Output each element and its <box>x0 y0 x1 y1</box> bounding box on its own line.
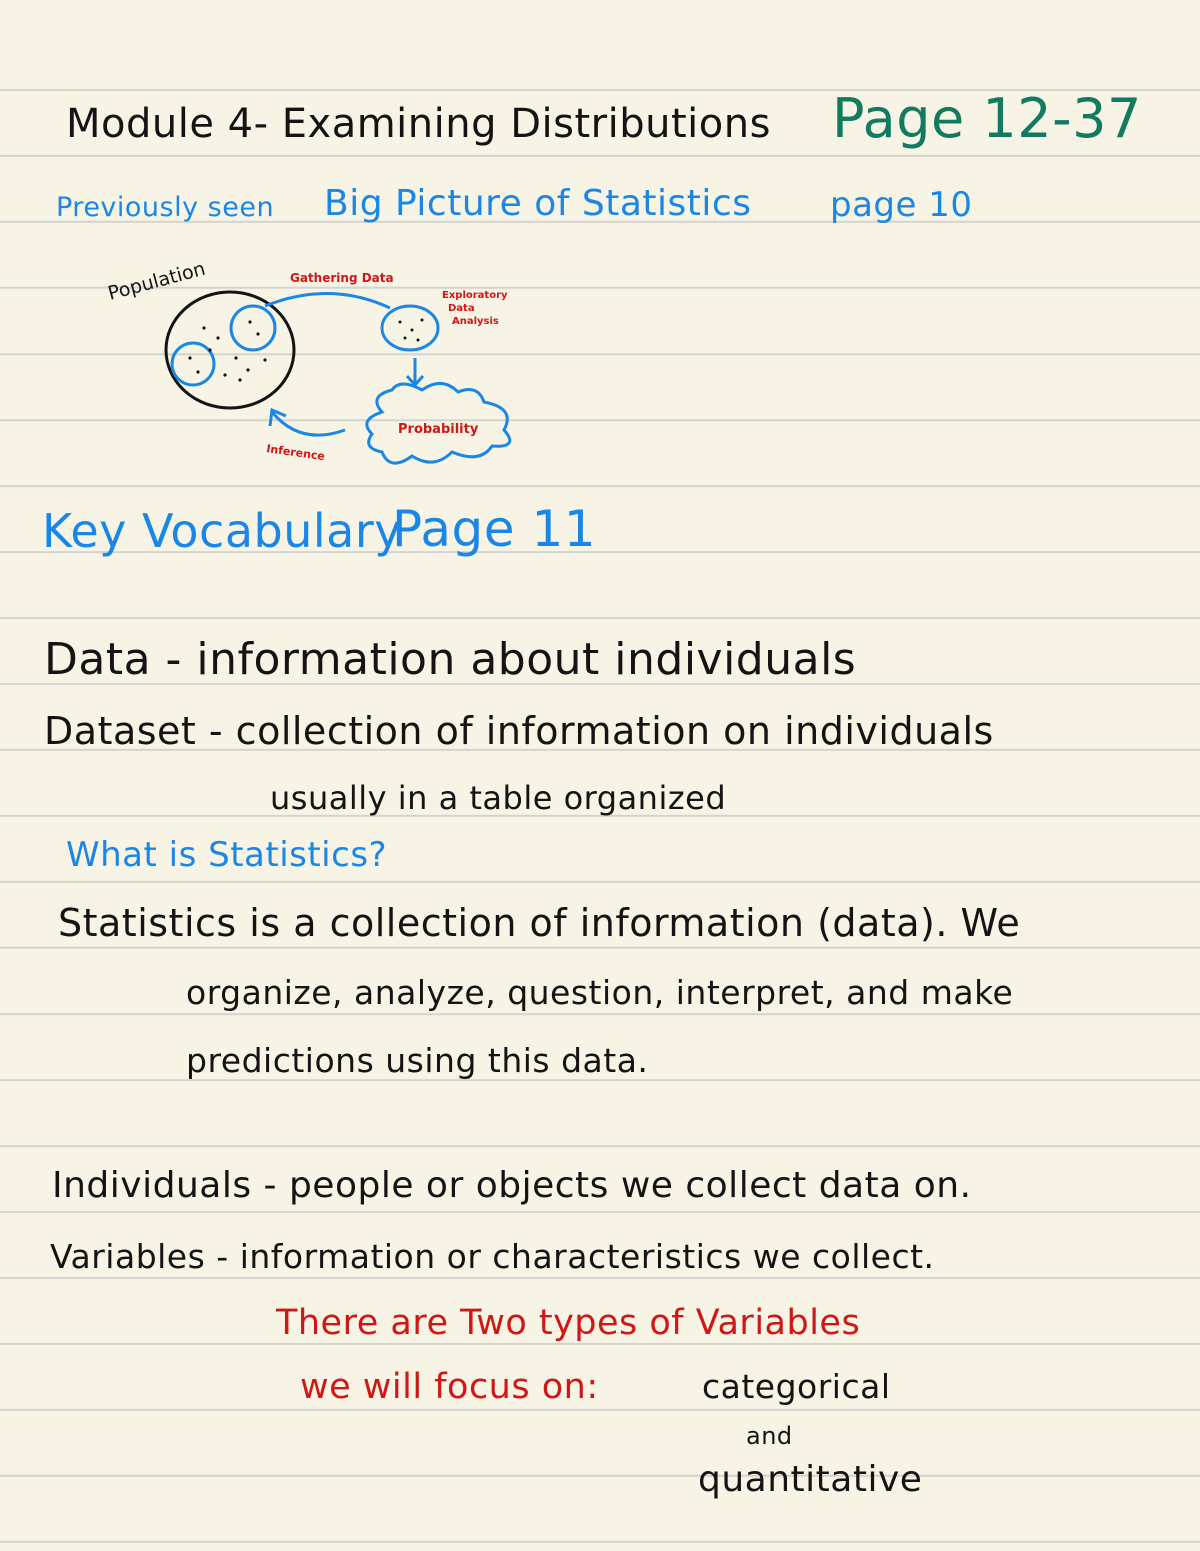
inference-arrow <box>270 410 345 435</box>
page-11-ref: Page 11 <box>392 500 597 558</box>
statistics-line-2: organize, analyze, question, interpret, and make <box>186 973 1014 1012</box>
page-range: Page 12-37 <box>832 87 1142 150</box>
big-picture-topic: Big Picture of Statistics <box>324 183 752 224</box>
categorical-label: categorical <box>702 1367 891 1406</box>
sample-circle-2 <box>172 343 214 385</box>
dataset-definition-cont: usually in a table organized <box>270 779 727 817</box>
statistics-line-3: predictions using this data. <box>186 1041 649 1080</box>
big-picture-diagram <box>100 250 540 480</box>
statistics-line-1: Statistics is a collection of information (data). We <box>58 901 1021 945</box>
gather-data-label: Gathering Data <box>290 271 394 285</box>
population-label: Population <box>105 257 208 305</box>
individuals-definition: Individuals - people or objects we collect data on. <box>52 1165 972 1206</box>
variable-types-line-2: we will focus on: <box>300 1367 599 1407</box>
sample-bubble <box>382 306 438 350</box>
gather-arrow <box>265 293 390 308</box>
data-definition: Data - information about individuals <box>44 634 857 685</box>
probability-label: Probability <box>398 422 479 437</box>
key-vocabulary-label: Key Vocabulary <box>42 504 402 558</box>
and-label: and <box>746 1422 793 1450</box>
sample-circle-1 <box>231 306 275 350</box>
exploratory-label-3: Analysis <box>452 316 499 327</box>
variable-types-line-1: There are Two types of Variables <box>276 1303 861 1343</box>
previously-seen-label: Previously seen <box>56 192 275 223</box>
inference-label: Inference <box>265 442 326 464</box>
exploratory-label-1: Exploratory <box>442 290 508 301</box>
quantitative-label: quantitative <box>698 1459 923 1500</box>
sample-dots <box>399 319 424 342</box>
exploratory-label-2: Data <box>448 303 475 314</box>
variables-definition: Variables - information or characteristics we collect. <box>50 1237 935 1276</box>
dataset-definition: Dataset - collection of information on individuals <box>44 709 994 753</box>
what-is-statistics: What is Statistics? <box>66 835 388 875</box>
module-title: Module 4- Examining Distributions <box>66 101 771 147</box>
page-10-ref: page 10 <box>830 185 973 225</box>
population-circle <box>166 292 294 408</box>
down-arrow <box>407 358 423 385</box>
